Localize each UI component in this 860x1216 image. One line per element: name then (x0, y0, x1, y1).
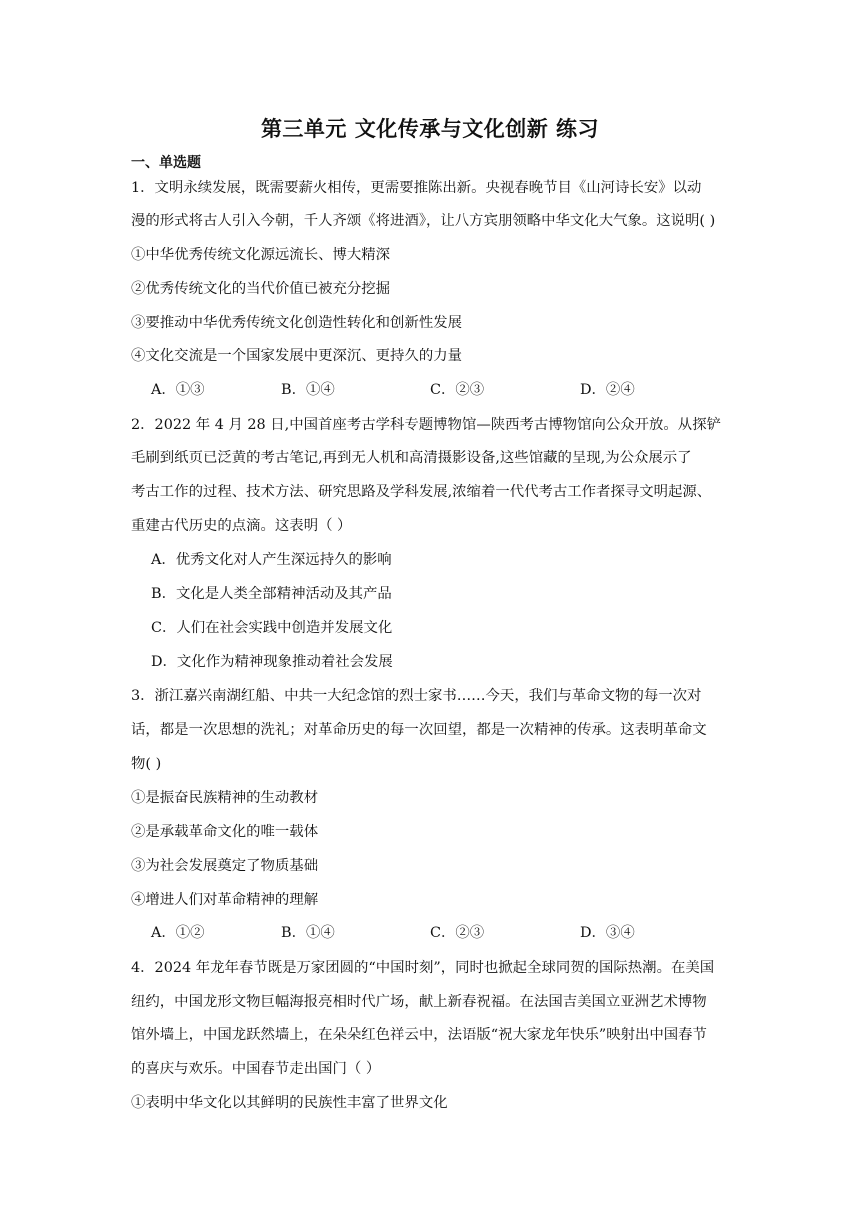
question-3-statement: ①是振奋民族精神的生动教材 (131, 790, 319, 806)
question-3-option-c: C．②③ (430, 925, 485, 941)
question-2-stem-line: 重建古代历史的点滴。这表明（ ） (131, 518, 352, 534)
question-3-stem-line: 物( ) (131, 756, 162, 772)
question-1-option-d: D．②④ (580, 382, 635, 398)
question-1-option-b: B．①④ (281, 382, 335, 398)
question-3-statement: ③为社会发展奠定了物质基础 (131, 858, 319, 874)
question-3-option-b: B．①④ (281, 925, 335, 941)
question-2-option-a: A．优秀文化对人产生深远持久的影响 (151, 552, 392, 568)
question-1-statement: ①中华优秀传统文化源远流长、博大精深 (131, 247, 391, 263)
question-2-stem-line: 考古工作的过程、技术方法、研究思路及学科发展,浓缩着一代代考古工作者探寻文明起源、 (131, 484, 712, 500)
question-4-stem-line: 馆外墙上，中国龙跃然墙上，在朵朵红色祥云中，法语版“祝大家龙年快乐”映射出中国春节 (131, 1027, 707, 1043)
question-1-stem-line: 1．文明永续发展，既需要薪火相传，更需要推陈出新。央视春晚节目《山河诗长安》以动 (131, 180, 702, 196)
question-1-statement: ③要推动中华优秀传统文化创造性转化和创新性发展 (131, 315, 462, 331)
question-2-option-d: D．文化作为精神现象推动着社会发展 (151, 654, 393, 670)
question-1-option-c: C．②③ (430, 382, 485, 398)
question-1-stem-line: 漫的形式将古人引入今朝，千人齐颂《将进酒》，让八方宾朋领略中华文化大气象。这说明( ) (131, 213, 716, 229)
question-3-stem-line: 话，都是一次思想的洗礼；对革命历史的每一次回望，都是一次精神的传承。这表明革命文 (131, 722, 707, 738)
question-3-option-a: A．①② (151, 925, 205, 941)
question-1-option-a: A．①③ (151, 382, 205, 398)
question-1-statement: ②优秀传统文化的当代价值已被充分挖掘 (131, 281, 391, 297)
question-4-stem-line: 的喜庆与欢乐。中国春节走出国门（ ） (131, 1061, 381, 1077)
section-heading: 一、单选题 (131, 155, 201, 171)
page-title: 第三单元 文化传承与文化创新 练习 (260, 117, 600, 141)
question-2-stem-line: 毛刷到纸页已泛黄的考古笔记,再到无人机和高清摄影设备,这些馆藏的呈现,为公众展示了 (131, 450, 692, 466)
question-3-stem-line: 3．浙江嘉兴南湖红船、中共一大纪念馆的烈士家书……今天，我们与革命文物的每一次对 (131, 688, 702, 704)
question-4-stem-line: 4．2024 年龙年春节既是万家团圆的“中国时刻”，同时也掀起全球同贺的国际热潮。在美国 (131, 960, 715, 976)
question-2-option-b: B．文化是人类全部精神活动及其产品 (151, 586, 392, 602)
question-4-statement: ①表明中华文化以其鲜明的民族性丰富了世界文化 (131, 1095, 448, 1111)
question-3-statement: ②是承载革命文化的唯一载体 (131, 824, 319, 840)
question-4-stem-line: 纽约，中国龙形文物巨幅海报亮相时代广场，献上新春祝福。在法国吉美国立亚洲艺术博物 (131, 994, 707, 1010)
question-2-stem-line: 2．2022 年 4 月 28 日,中国首座考古学科专题博物馆—陕西考古博物馆向公众开放。从探铲 (131, 417, 721, 433)
question-3-statement: ④增进人们对革命精神的理解 (131, 892, 319, 908)
question-3-option-d: D．③④ (580, 925, 635, 941)
question-2-option-c: C．人们在社会实践中创造并发展文化 (151, 620, 393, 636)
question-1-statement: ④文化交流是一个国家发展中更深沉、更持久的力量 (131, 348, 462, 364)
